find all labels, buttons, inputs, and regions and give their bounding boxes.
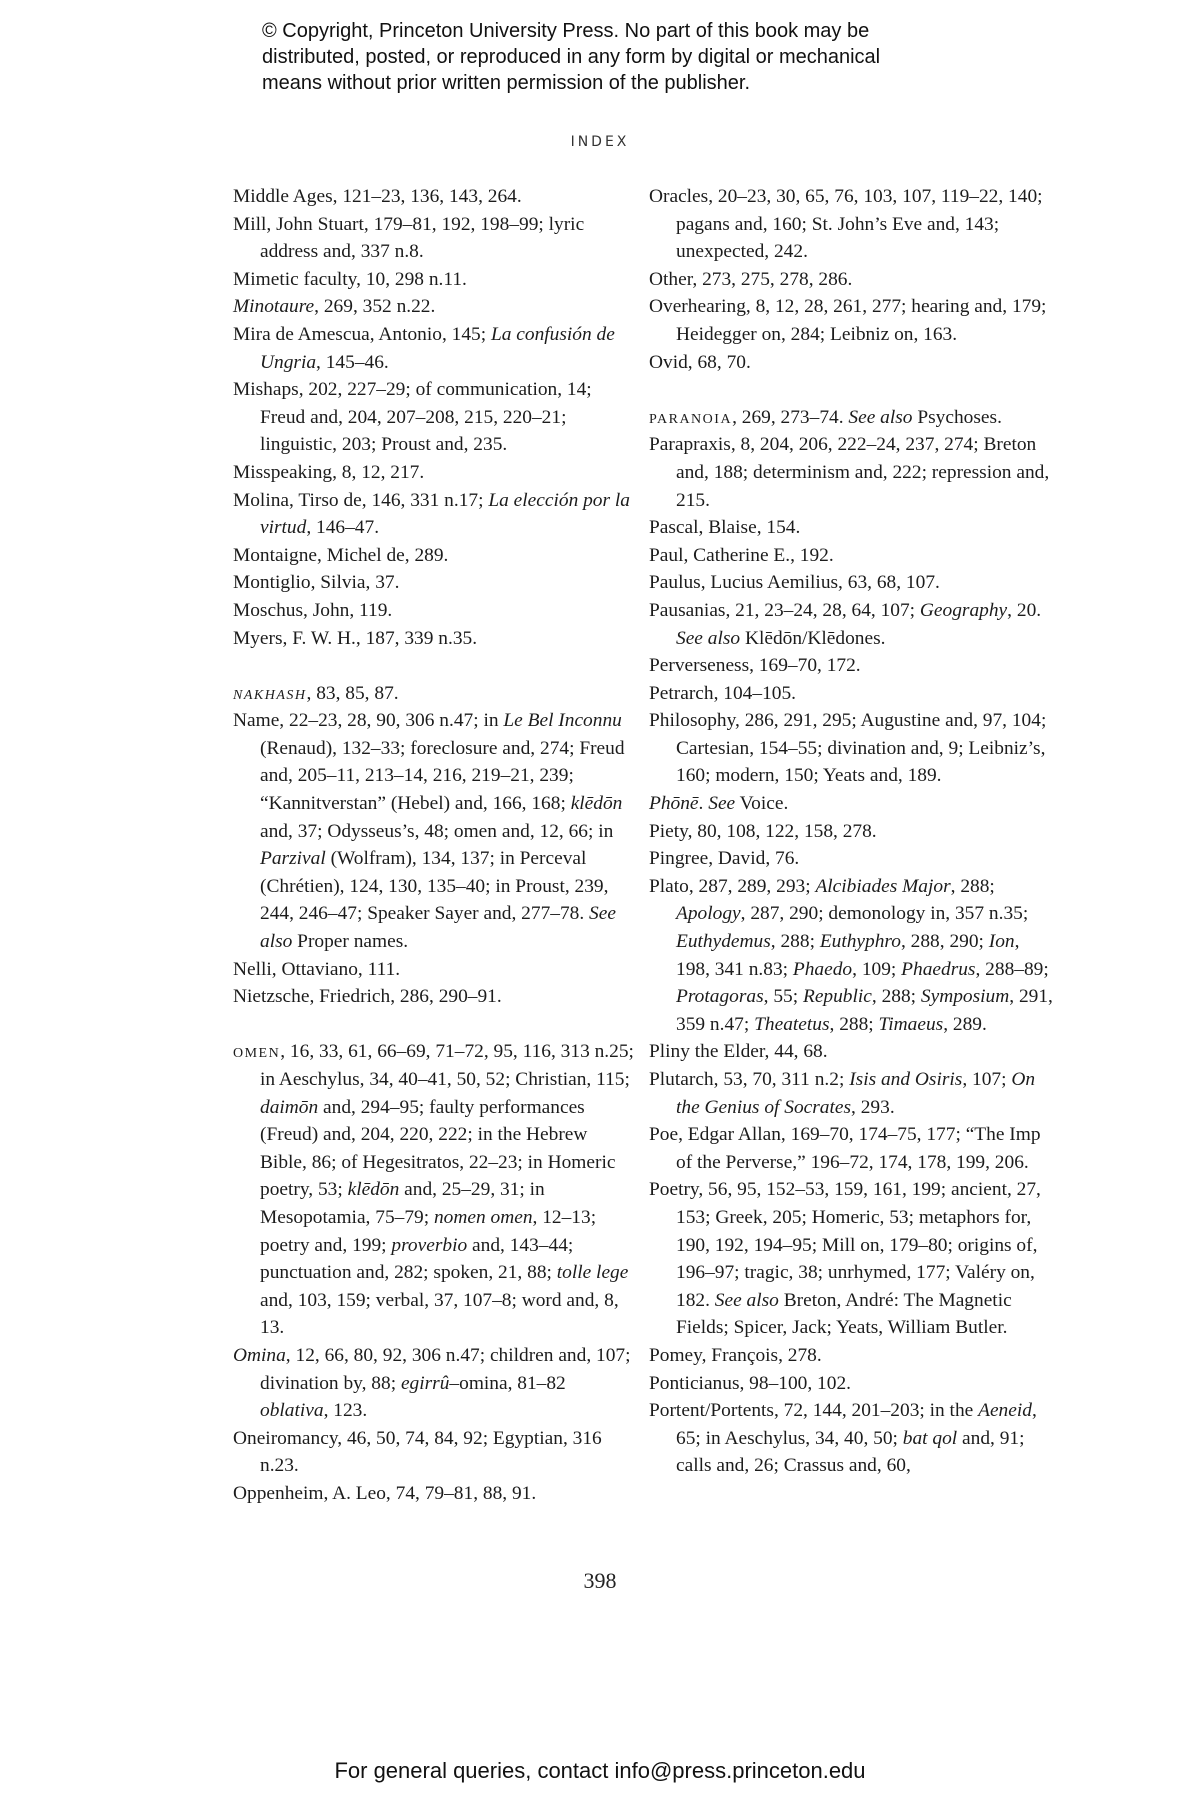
index-entry: [233, 1038, 638, 1342]
index-entry-text: Other, 273, 275, 278, 286.: [649, 268, 853, 290]
index-entry-italic-text: oblativa: [260, 1400, 324, 1422]
index-entry-text: Breton, André: The Magnetic Fields; Spicer, Jack; Yeats, William Butler.: [676, 1289, 1012, 1339]
index-entry-italic-text: egirrû: [400, 1372, 450, 1394]
index-entry: [233, 983, 638, 1011]
index-entry-italic-text: Phaedo: [792, 958, 853, 980]
index-entry: [649, 1370, 1054, 1398]
index-entry-italic-text: Apology: [676, 903, 741, 925]
index-column-left: [233, 183, 638, 1508]
index-entry: [649, 1176, 1054, 1342]
index-entry-italic-text: tolle lege: [556, 1262, 629, 1284]
index-entry-text: Middle Ages, 121–23, 136, 143, 264.: [233, 186, 522, 207]
index-entry-text: , 65; in Aeschylus, 34, 40, 50;: [676, 1400, 1037, 1449]
index-entry-italic-text: See also: [260, 903, 616, 953]
index-entry-italic-text: Minotaure: [233, 296, 315, 318]
index-entry-text: Pliny the Elder, 44, 68.: [649, 1041, 828, 1063]
index-entry-text: , 293.: [851, 1096, 895, 1118]
index-entry-italic-text: La confusión de Ungria: [260, 323, 615, 373]
index-entry-text: Nietzsche, Friedrich, 286, 290–91.: [233, 986, 502, 1008]
index-entry-text: Plutarch, 53, 70, 311 n.2;: [649, 1069, 850, 1090]
index-entry-text: , 288, 290;: [900, 931, 989, 953]
index-entry-text: Klēdōn/Klēdones.: [740, 627, 886, 649]
index-entry-italic-text: Isis and Osiris: [849, 1069, 963, 1090]
index-entry-text: , 288;: [829, 1013, 879, 1035]
index-entry-text: Piety, 80, 108, 122, 158, 278.: [649, 820, 877, 842]
index-entry-italic-text: Symposium: [920, 986, 1010, 1008]
index-entry-text: , 123.: [323, 1400, 368, 1422]
index-entry-text: Mishaps, 202, 227–29; of communication, 14; Freud and, 204, 207–208, 215, 220–21; linguistic, 203; Proust and, 235.: [233, 379, 592, 456]
index-entry-italic-text: proverbio: [391, 1234, 468, 1256]
index-entry-text: , 107;: [962, 1069, 1012, 1090]
index-entry-text: Montaigne, Michel de, 289.: [233, 544, 449, 566]
index-entry-text: Pausanias, 21, 23–24, 28, 64, 107;: [649, 599, 920, 621]
index-entry-text: Petrarch, 104–105.: [649, 682, 797, 704]
copyright-line: © Copyright, Princeton University Press. No part of this book may be: [262, 20, 870, 42]
index-entry-text: –omina, 81–82: [449, 1372, 566, 1394]
index-entry-italic-text: Phaedrus: [901, 958, 976, 980]
index-entry-text: Mira de Amescua, Antonio, 145;: [233, 323, 491, 345]
index-entry-text: Ovid, 68, 70.: [649, 351, 751, 373]
index-entry: [233, 211, 638, 266]
index-entry-text: Psychoses.: [912, 406, 1002, 428]
index-entry-text: Poetry, 56, 95, 152–53, 159, 161, 199; ancient, 27, 153; Greek, 205; Homeric, 53; metaphors for, 190, 192, 194–95; Mill on, 179–80; origins of, 196–97; tragic, 38; unrhymed, 177; Valéry on, 182.: [649, 1179, 1041, 1311]
index-entry-text: , 288–89;: [975, 958, 1049, 980]
index-entry-text: Pingree, David, 76.: [649, 848, 800, 870]
index-entry: [649, 597, 1054, 652]
index-entry-italic-text: Phōnē: [649, 793, 699, 815]
index-entry-text: Paulus, Lucius Aemilius, 63, 68, 107.: [649, 572, 940, 594]
index-entry-text: Misspeaking, 8, 12, 217.: [233, 461, 425, 483]
index-entry-italic-text: See: [708, 793, 736, 815]
index-entry: [233, 183, 638, 211]
index-entry-text: omen: [233, 1041, 281, 1063]
index-entry-text: Perverseness, 169–70, 172.: [649, 655, 861, 677]
index-entry-text: (Renaud), 132–33; foreclosure and, 274; Freud and, 205–11, 213–14, 216, 219–21, 239; “Kannitverstan” (Hebel) and, 166, 168;: [260, 737, 625, 815]
index-entry-text: , 269, 273–74.: [732, 406, 849, 428]
index-entry: [649, 293, 1054, 348]
index-entry: [233, 321, 638, 376]
index-entry-text: and, 294–95; faulty performances (Freud) and, 204, 220, 222; in the Hebrew Bible, 86; of Hegesitratos, 22–23; in Homeric poetry, 53;: [260, 1096, 616, 1201]
index-entry-italic-text: klēdōn: [347, 1179, 400, 1201]
index-entry-text: .: [698, 793, 709, 815]
index-entry-text: Ponticianus, 98–100, 102.: [649, 1372, 851, 1394]
index-entry: [649, 707, 1054, 790]
index-entry-text: Oracles, 20–23, 30, 65, 76, 103, 107, 119–22, 140; pagans and, 160; St. John’s Eve and, 143; unexpected, 242.: [649, 186, 1043, 263]
index-entry-text: Montiglio, Silvia, 37.: [233, 572, 400, 594]
index-entry: [233, 459, 638, 487]
copyright-line: means without prior written permission of the publisher.: [262, 72, 751, 94]
index-entry-text: , 16, 33, 61, 66–69, 71–72, 95, 116, 313 n.25; in Aeschylus, 34, 40–41, 50, 52; Christian, 115;: [260, 1041, 634, 1090]
index-entry-italic-text: nomen omen: [433, 1206, 533, 1228]
index-entry: [649, 404, 1054, 432]
index-entry-text: Oneiromancy, 46, 50, 74, 84, 92; Egyptian, 316 n.23.: [233, 1427, 602, 1477]
index-entry-italic-text: Protagoras: [676, 986, 764, 1008]
index-entry: [649, 845, 1054, 873]
index-entry-italic-text: bat qol: [902, 1427, 958, 1449]
index-entry: [233, 1425, 638, 1480]
index-entry-text: , 288;: [950, 875, 995, 897]
index-entry-text: Overhearing, 8, 12, 28, 261, 277; hearing and, 179; Heidegger on, 284; Leibniz on, 163.: [649, 296, 1047, 345]
index-entry: [233, 542, 638, 570]
index-entry: [649, 1038, 1054, 1066]
index-entry-text: , 291, 359 n.47;: [676, 986, 1053, 1035]
index-entry: [233, 293, 638, 321]
index-entry-text: , 198, 341 n.83;: [676, 931, 1020, 980]
index-entry: [233, 707, 638, 955]
index-entry-text: and, 25–29, 31; in Mesopotamia, 75–79;: [260, 1179, 545, 1228]
index-entry-italic-text: Parzival: [260, 848, 326, 870]
index-entry-text: and, 91; calls and, 26; Crassus and, 60,: [676, 1427, 1025, 1477]
index-entry-italic-text: daimōn: [260, 1096, 319, 1118]
index-entry-text: Pomey, François, 278.: [649, 1344, 822, 1366]
index-entry-text: , 287, 290; demonology in, 357 n.35;: [740, 903, 1029, 925]
index-entry-text: Voice.: [735, 793, 789, 815]
page-number: 398: [583, 1568, 617, 1593]
index-entry: [233, 487, 638, 542]
index-entry: [649, 873, 1054, 1039]
index-entry-italic-text: Euthydemus: [676, 931, 771, 953]
index-entry-italic-text: La elección por la virtud: [260, 489, 630, 539]
index-entry: [649, 349, 1054, 377]
footer-contact: For general queries, contact info@press.princeton.edu: [334, 1758, 866, 1783]
index-entry: [233, 597, 638, 625]
index-entry-italic-text: nakhash: [233, 682, 307, 704]
index-entry: [233, 376, 638, 459]
index-entry-italic-text: See also: [848, 406, 913, 428]
index-entry-text: Moschus, John, 119.: [233, 599, 393, 621]
index-entry-italic-text: Republic: [802, 986, 872, 1008]
index-entry-text: Mill, John Stuart, 179–81, 192, 198–99; lyric address and, 337 n.8.: [233, 213, 585, 263]
copyright-notice: [262, 18, 1022, 96]
index-entry-text: Name, 22–23, 28, 90, 306 n.47; in: [233, 710, 504, 732]
index-entry: [649, 818, 1054, 846]
index-entry: [233, 1342, 638, 1425]
index-entry-text: , 12, 66, 80, 92, 306 n.47; children and, 107; divination by, 88;: [260, 1344, 631, 1394]
index-entry-text: Plato, 287, 289, 293;: [649, 875, 816, 897]
index-entry-italic-text: Ion: [988, 931, 1015, 953]
index-entry-italic-text: Theatetus: [754, 1013, 830, 1035]
index-entry: [649, 652, 1054, 680]
index-entry-text: , 12–13; poetry and, 199;: [260, 1206, 597, 1256]
index-entry-text: Oppenheim, A. Leo, 74, 79–81, 88, 91.: [233, 1482, 537, 1504]
index-entry: [233, 266, 638, 294]
index-entry: [649, 431, 1054, 514]
index-entry: [649, 790, 1054, 818]
index-entry: [649, 1397, 1054, 1480]
index-entry-text: (Wolfram), 134, 137; in Perceval (Chrétien), 124, 130, 135–40; in Proust, 239, 244, 246–47; Speaker Sayer and, 277–78.: [260, 848, 609, 925]
index-entry: [233, 569, 638, 597]
index-entry: [649, 514, 1054, 542]
index-entry: [649, 680, 1054, 708]
index-entry-text: Nelli, Ottaviano, 111.: [233, 958, 401, 980]
index-entry-italic-text: On the Genius of Socrates: [676, 1069, 1036, 1118]
index-entry-text: and, 143–44; punctuation and, 282; spoken, 21, 88;: [260, 1234, 574, 1284]
index-entry-italic-text: Alcibiades Major: [815, 875, 951, 897]
copyright-line: distributed, posted, or reproduced in any form by digital or mechanical: [262, 46, 881, 68]
index-column-right: [649, 183, 1054, 1480]
index-entry-text: , 269, 352 n.22.: [314, 296, 436, 318]
index-entry-text: Mimetic faculty, 10, 298 n.11.: [233, 268, 467, 290]
index-entry-text: and, 37; Odysseus’s, 48; omen and, 12, 66; in: [260, 820, 614, 842]
index-entry-text: Portent/Portents, 72, 144, 201–203; in the: [649, 1400, 979, 1422]
index-entry-italic-text: Aeneid: [978, 1400, 1032, 1422]
index-entry-text: Molina, Tirso de, 146, 331 n.17;: [233, 489, 489, 511]
index-entry-text: , 146–47.: [306, 517, 380, 539]
index-entry: [233, 625, 638, 653]
index-entry: [649, 569, 1054, 597]
index-entry-italic-text: Le Bel Inconnu: [503, 710, 622, 732]
index-entry: [649, 1066, 1054, 1121]
index-entry-italic-text: Omina: [233, 1344, 286, 1366]
index-entry: [233, 680, 638, 708]
index-entry-text: paranoia: [649, 406, 733, 428]
index-entry: [649, 266, 1054, 294]
index-entry-italic-text: Euthyphro: [819, 931, 901, 953]
index-entry-text: and, 103, 159; verbal, 37, 107–8; word and, 8, 13.: [260, 1289, 619, 1339]
index-entry: [649, 183, 1054, 266]
running-head: INDEX: [570, 134, 630, 150]
index-entry-text: , 145–46.: [316, 351, 389, 373]
index-entry-text: , 55;: [763, 986, 803, 1008]
index-entry: [233, 956, 638, 984]
index-entry: [649, 1342, 1054, 1370]
index-entry-text: , 83, 85, 87.: [306, 682, 399, 704]
index-entry: [649, 542, 1054, 570]
index-entry-italic-text: klēdōn: [570, 793, 623, 815]
index-entry-text: , 288;: [770, 931, 820, 953]
index-entry-text: , 109;: [852, 958, 902, 980]
index-entry-text: Poe, Edgar Allan, 169–70, 174–75, 177; “The Imp of the Perverse,” 196–72, 174, 178, 199, 206.: [649, 1124, 1041, 1173]
index-entry-text: , 289.: [943, 1013, 987, 1035]
index-entry-text: Proper names.: [292, 931, 409, 953]
index-entry-text: Myers, F. W. H., 187, 339 n.35.: [233, 627, 478, 649]
index-entry: [233, 1480, 638, 1508]
index-entry-italic-text: Geography: [919, 599, 1008, 621]
index-entry-text: Parapraxis, 8, 204, 206, 222–24, 237, 274; Breton and, 188; determinism and, 222; repression and, 215.: [649, 434, 1050, 511]
index-entry-text: Philosophy, 286, 291, 295; Augustine and, 97, 104; Cartesian, 154–55; divination and, 9; Leibniz’s, 160; modern, 150; Yeats and, 189.: [649, 710, 1047, 787]
index-entry: [649, 1121, 1054, 1176]
index-entry-text: Paul, Catherine E., 192.: [649, 544, 834, 566]
index-entry-italic-text: Timaeus: [878, 1013, 944, 1035]
index-entry-italic-text: See also: [676, 627, 741, 649]
index-entry-text: , 20.: [1007, 599, 1042, 621]
index-entry-text: , 288;: [871, 986, 921, 1008]
index-entry-text: Pascal, Blaise, 154.: [649, 517, 801, 539]
index-entry-italic-text: See also: [714, 1289, 779, 1311]
